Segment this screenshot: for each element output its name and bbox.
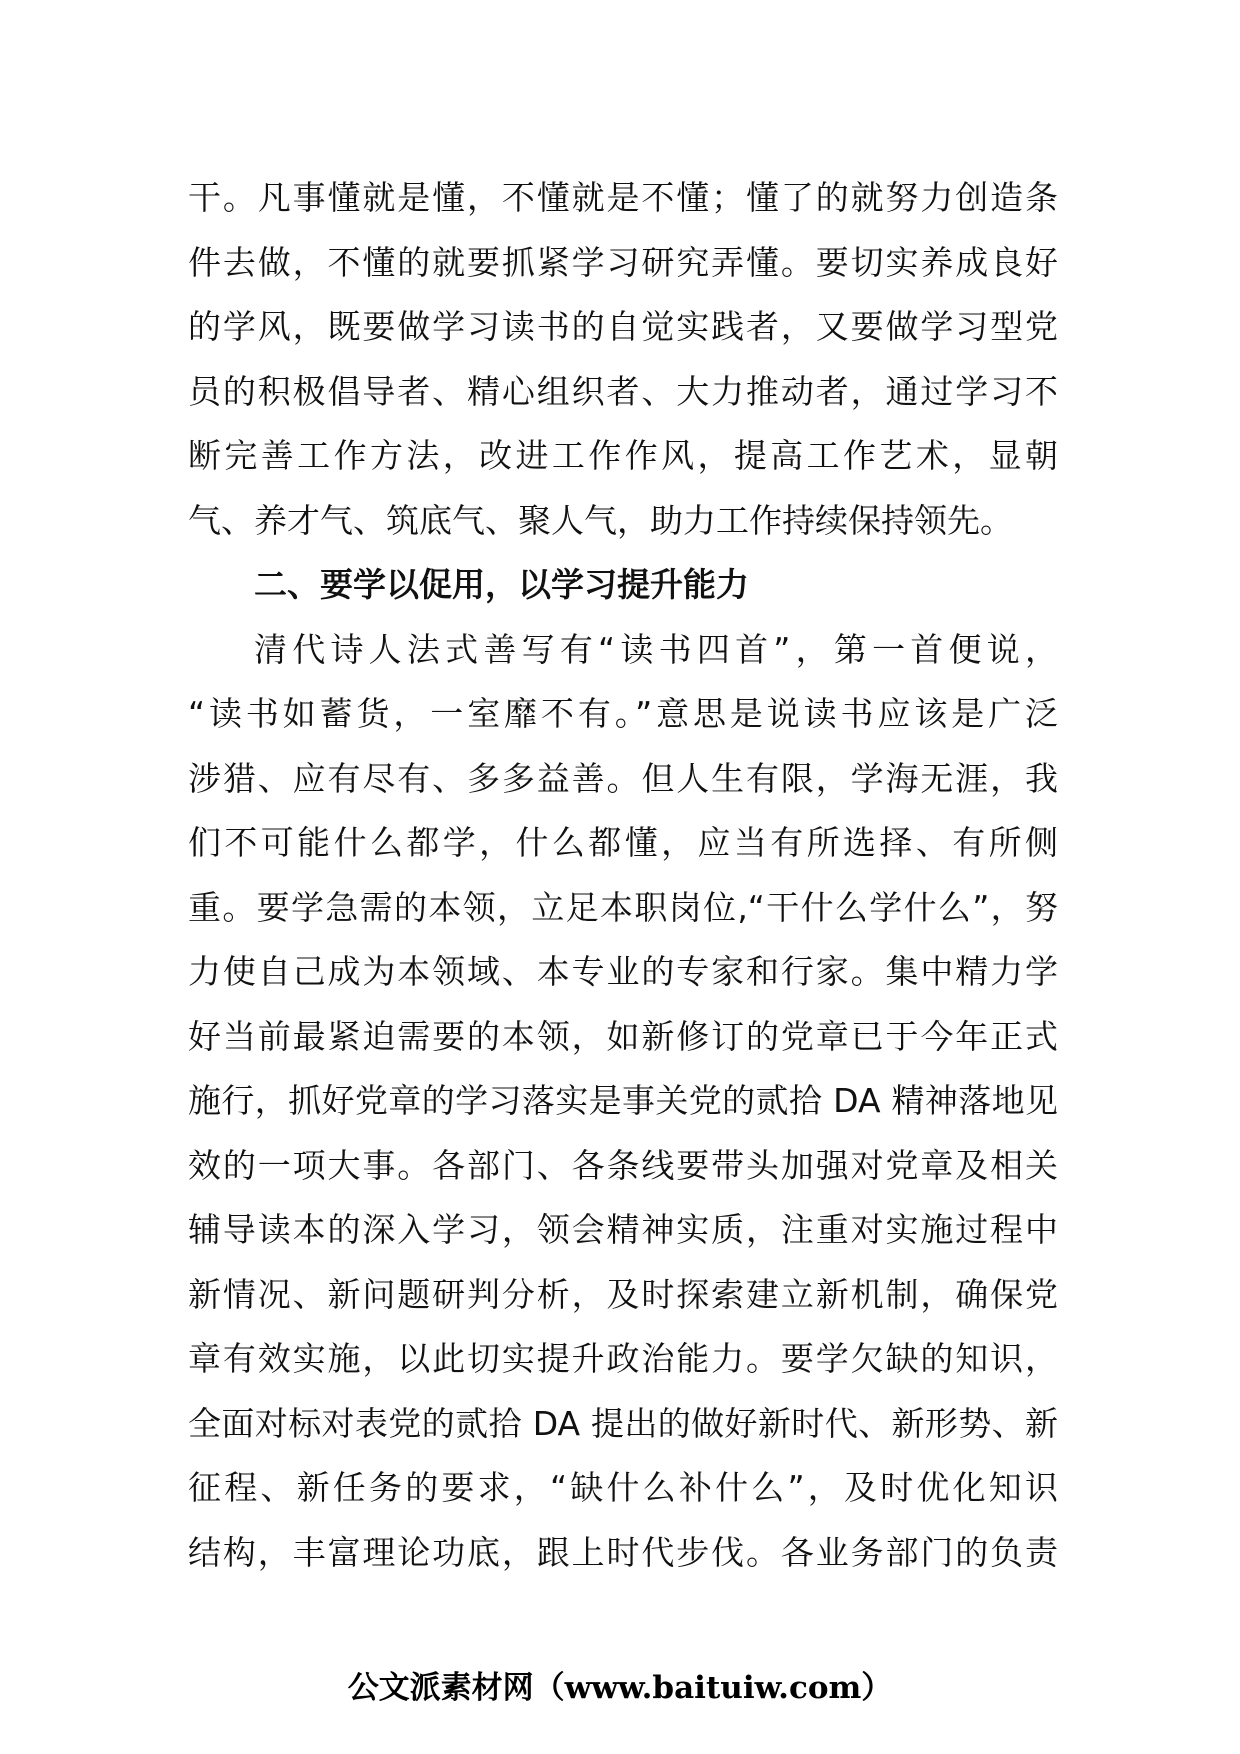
text-line: 章有效实施，以此切实提升政治能力。要学欠缺的知识， [188,1339,1058,1378]
text-line: 清代诗人法式善写有“读书四首”，第一首便说， [254,629,1058,669]
text-line: 力使自己成为本领域、本专业的专家和行家。集中精力学 [188,952,1058,991]
text-line: 们不可能什么都学，什么都懂，应当有所选择、有所侧 [188,823,1058,862]
text-line: 征程、新任务的要求，“缺什么补什么”，及时优化知识 [188,1468,1058,1507]
text-line: 新情况、新问题研判分析，及时探索建立新机制，确保党 [188,1274,1058,1314]
text-line: “读书如蓄货，一室靡不有。”意思是说读书应该是广泛 [188,694,1058,733]
text-line: 重。要学急需的本领，立足本职岗位,“干什么学什么”，努 [188,887,1058,927]
text-line: 涉猎、应有尽有、多多益善。但人生有限，学海无涯，我 [188,758,1058,798]
text-line: 员的积极倡导者、精心组织者、大力推动者，通过学习不 [188,371,1058,411]
body-text [188,166,1058,1585]
text-line: 辅导读本的深入学习，领会精神实质，注重对实施过程中 [188,1210,1058,1249]
text-line: 干。凡事懂就是懂，不懂就是不懂；懂了的就努力创造条 [188,178,1058,217]
text-line: 结构，丰富理论功底，跟上时代步伐。各业务部门的负责 [188,1532,1058,1572]
text-line: 气、养才气、筑底气、聚人气，助力工作持续保持领先。 [188,500,1013,540]
text-line: 全面对标对表党的贰拾 DA 提出的做好新时代、新形势、新 [188,1403,1058,1443]
text-line: 的学风，既要做学习读书的自觉实践者，又要做学习型党 [188,307,1058,346]
section-heading: 二、要学以促用，以学习提升能力 [254,565,749,604]
text-line: 断完善工作方法，改进工作作风，提高工作艺术，显朝 [188,436,1058,475]
text-line: 件去做，不懂的就要抓紧学习研究弄懂。要切实养成良好 [188,242,1058,282]
page-footer: 公文派素材网（www.baituiw.com） [347,1670,893,1706]
text-line: 效的一项大事。各部门、各条线要带头加强对党章及相关 [188,1145,1058,1185]
text-line: 施行，抓好党章的学习落实是事关党的贰拾 DA 精神落地见 [188,1081,1058,1120]
text-line: 好当前最紧迫需要的本领，如新修订的党章已于今年正式 [188,1016,1058,1056]
